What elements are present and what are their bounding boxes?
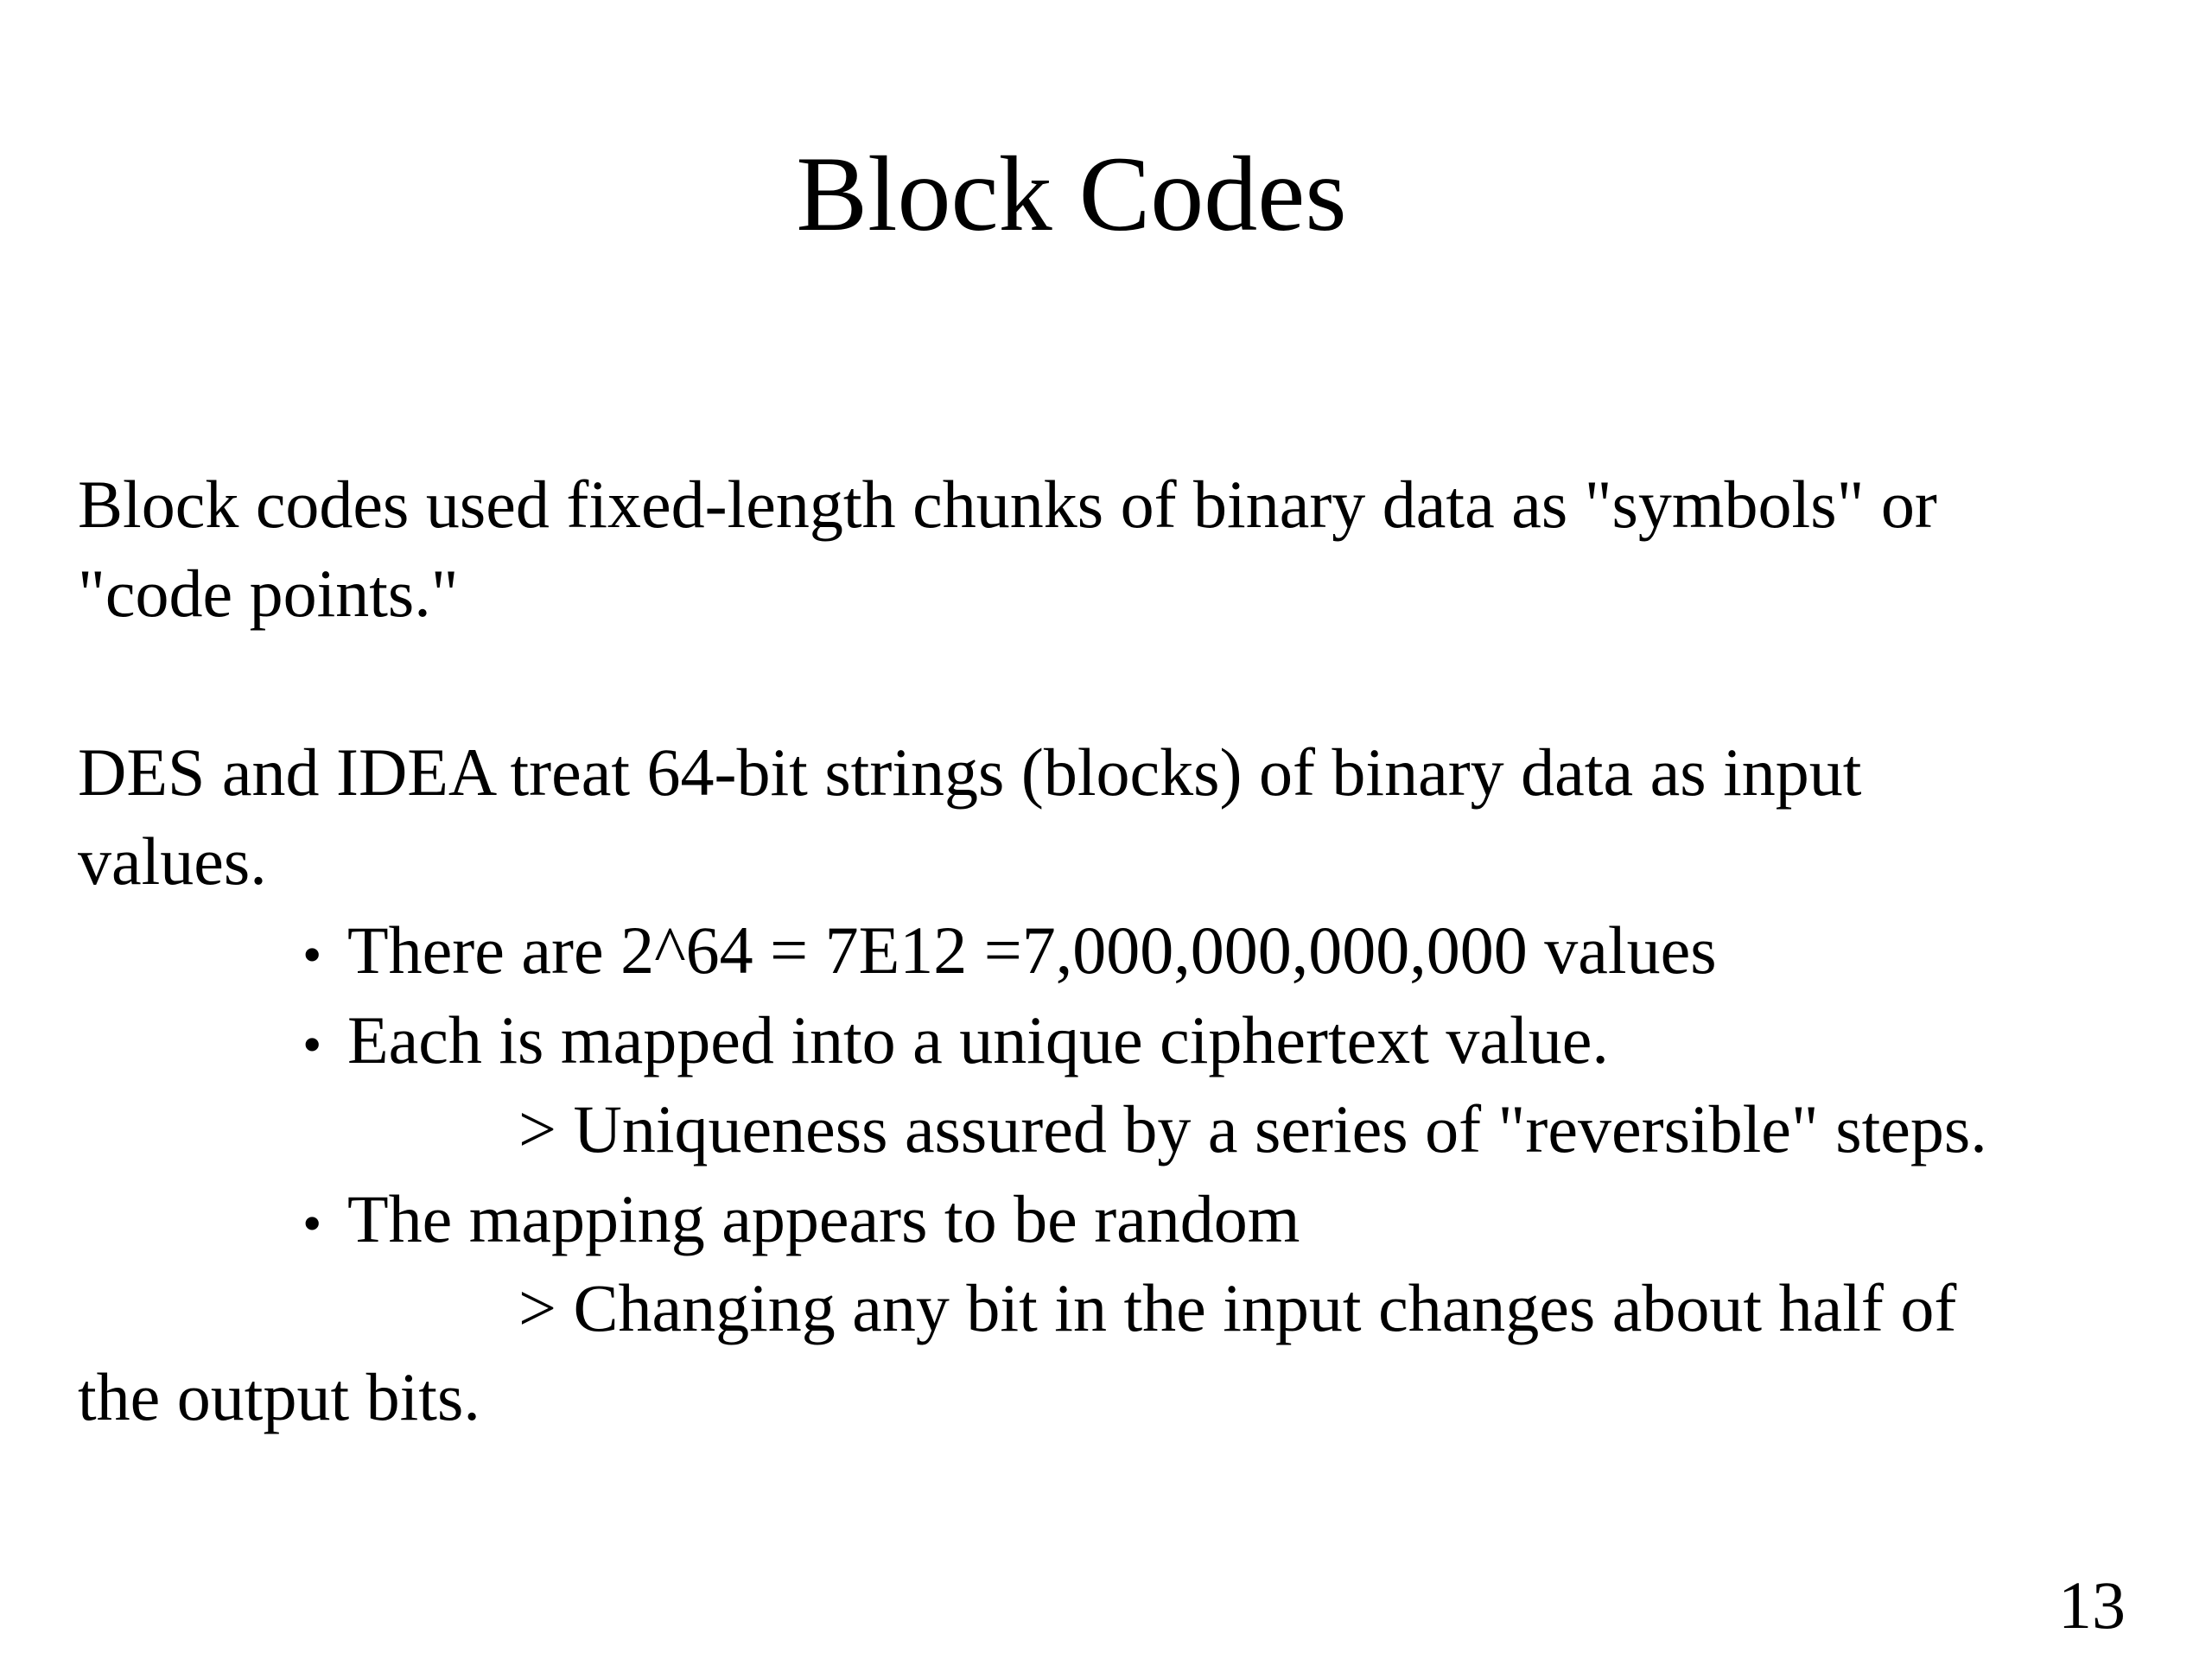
bullet-item-3 [302, 1176, 1300, 1267]
sub-item-1: > Uniqueness assured by a series of "reversible" steps. [518, 1091, 1987, 1166]
bullet-item-1-text: There are 2^64 = 7E12 =7,000,000,000,000 values [347, 912, 1717, 988]
paragraph-2-line-2: values. [78, 823, 267, 899]
bullet-item-3-text: The mapping appears to be random [347, 1181, 1300, 1256]
paragraph-1-line-2: "code points." [78, 556, 459, 631]
sub-item-2-line-2: the output bits. [78, 1359, 480, 1434]
bullet-item-2 [302, 997, 1609, 1088]
bullet-icon: • [302, 924, 322, 985]
sub-item-2-line-1: > Changing any bit in the input changes about half of [518, 1270, 1957, 1345]
paragraph-1-line-1: Block codes used fixed-length chunks of binary data as "symbols" or [78, 467, 1937, 542]
bullet-item-1 [302, 907, 1717, 998]
paragraph-2-line-1: DES and IDEA treat 64-bit strings (blocks) of binary data as input [78, 734, 1862, 810]
bullet-icon: • [302, 1192, 322, 1254]
page-number: 13 [2058, 1567, 2126, 1643]
slide-title: Block Codes [796, 135, 1347, 253]
bullet-item-2-text: Each is mapped into a unique ciphertext value. [347, 1002, 1609, 1077]
bullet-icon: • [302, 1014, 322, 1075]
